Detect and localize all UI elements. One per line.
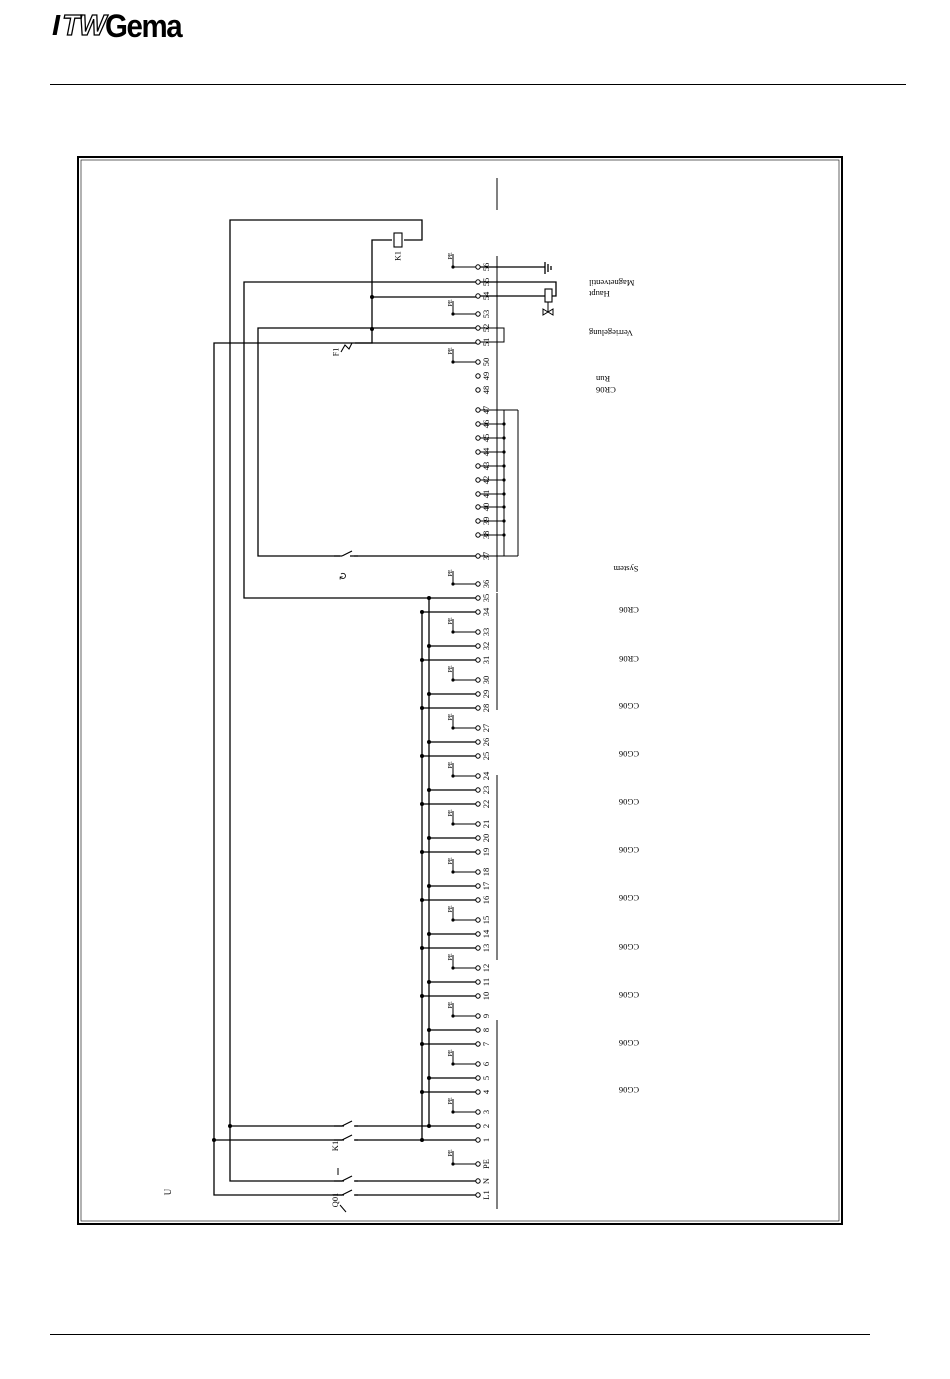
terminal-circle [476,994,480,998]
contact-blade [342,551,352,556]
junction [427,644,431,648]
pe-node [451,870,454,873]
f1-fuse-symbol [341,343,352,352]
f1-label: F1 [331,347,341,357]
terminal-circle [476,658,480,662]
terminal-circle [476,740,480,744]
terminal-label: 11 [481,977,491,987]
terminal-circle [476,294,480,298]
pe-label: PE [448,617,454,625]
group-label-cg06-8: CG06 [618,749,640,759]
pe-node [451,726,454,729]
bridge-node [502,422,505,425]
terminal-circle [476,312,480,316]
terminal-label: 37 [481,551,491,561]
group-label-system: System [613,564,639,574]
junction [420,658,424,662]
terminal-circle [476,464,480,468]
bridge-node [502,492,505,495]
junction [420,850,424,854]
wire-fuse [355,329,372,343]
pe-label: PE [448,569,454,577]
terminal-circle [476,519,480,523]
terminal-label: 22 [481,799,491,809]
terminal-circle [476,678,480,682]
pe-label: PE [448,1149,454,1157]
terminal-label: 5 [481,1075,491,1081]
junction [420,994,424,998]
terminal-circle [476,340,480,344]
terminal-circle [476,870,480,874]
group-label-cg06-4: CG06 [618,942,640,952]
bridge-node [502,450,505,453]
junction [427,788,431,792]
terminal-label: 41 [481,489,491,499]
group-label-cr06-run-line: Run [596,374,611,384]
terminal-label: 10 [481,991,491,1001]
terminal-circle [476,1014,480,1018]
terminal-label: 40 [481,502,491,512]
k1-contact-label: K1 [330,1140,340,1152]
terminal-circle [476,374,480,378]
terminal-label: 2 [481,1123,491,1129]
pe-node [451,1014,454,1017]
junction [427,1076,431,1080]
terminal-label: 48 [481,385,491,395]
terminal-label: 7 [481,1041,491,1047]
group-label-cg06-2: CG06 [618,1038,640,1048]
pe-node [451,582,454,585]
terminal-label: 47 [481,405,491,415]
terminal-label: 46 [481,419,491,429]
junction [420,946,424,950]
terminal-circle [476,436,480,440]
pe-node [451,265,454,268]
terminal-circle [476,533,480,537]
contact-blade [342,1176,352,1181]
terminal-label: 39 [481,516,491,526]
terminal-label: 36 [481,579,491,589]
bridge-node [502,464,505,467]
terminal-circle [476,884,480,888]
terminal-circle [476,422,480,426]
wire-35-55 [244,282,476,598]
terminal-circle [476,388,480,392]
terminal-label: 44 [481,447,491,457]
terminal-label: 29 [481,689,491,699]
k1-coil [394,233,402,247]
group-label-cr06-run [595,374,616,395]
terminal-label: 16 [481,895,491,905]
junction [427,740,431,744]
terminal-label: 26 [481,737,491,747]
terminal-label: 32 [481,641,491,651]
terminal-circle [476,596,480,600]
terminal-circle [476,1162,480,1166]
contact-blade [342,1190,352,1195]
terminal-circle [476,946,480,950]
q01-label: Q01 [330,1192,340,1208]
phase-mark: U [163,1188,173,1196]
group-label-cg06-3: CG06 [618,990,640,1000]
pe-label: PE [448,347,454,355]
terminal-label: 1 [481,1137,491,1143]
group-label-verriegelung-line: Verriegelung [589,328,633,338]
pe-node [451,1110,454,1113]
pe-node [451,360,454,363]
terminal-circle [476,1062,480,1066]
terminal-label: 49 [481,371,491,381]
valve-coil [545,289,552,302]
group-label-cg06-6: CG06 [618,845,640,855]
terminal-circle [476,360,480,364]
junction [420,754,424,758]
bridge-node [502,436,505,439]
terminal-label: 24 [481,771,491,781]
terminal-circle [476,408,480,412]
terminal-label: 12 [481,963,491,973]
terminal-circle [476,692,480,696]
pe-node [451,678,454,681]
terminal-label: 14 [481,929,491,939]
group-label-cg06-7: CG06 [618,797,640,807]
junction [228,1124,232,1128]
pe-label: PE [448,299,454,307]
junction [212,1138,216,1142]
junction [427,980,431,984]
junction [420,802,424,806]
pe-label: PE [448,761,454,769]
k1-coil-label: K1 [393,251,403,261]
terminal-label: 27 [481,723,491,733]
terminal-label: N [481,1177,491,1185]
pe-node [451,774,454,777]
terminal-label: 51 [481,337,491,347]
terminal-circle [476,610,480,614]
group-label-haupt-magnetventil [588,278,634,299]
terminal-label: 23 [481,785,491,795]
terminal-circle [476,478,480,482]
junction [420,1042,424,1046]
terminal-circle [476,1138,480,1142]
logo-itw: TW [62,9,106,42]
bridge-node [502,519,505,522]
terminal-circle [476,788,480,792]
terminal-label: 20 [481,833,491,843]
pe-label: PE [448,1001,454,1009]
group-label-haupt-magnetventil-line: Magnetventil [589,278,635,288]
terminal-label: 3 [481,1109,491,1115]
bridge-node [502,478,505,481]
contact-blade [342,1121,352,1126]
terminal-circle [476,554,480,558]
group-label-cr06-2: CR06 [619,605,639,615]
terminal-circle [476,1179,480,1183]
terminal-circle [476,265,480,269]
terminal-circle [476,505,480,509]
terminal-circle [476,326,480,330]
wire-n [230,220,422,1181]
terminal-circle [476,1124,480,1128]
terminal-label: 43 [481,461,491,471]
junction [420,1090,424,1094]
terminal-circle [476,774,480,778]
junction [420,610,424,614]
pe-node [451,1062,454,1065]
logo-gema: Gema [105,7,182,44]
group-label-cg06-9: CG06 [618,701,640,711]
terminal-circle [476,1110,480,1114]
terminal-circle [476,1090,480,1094]
terminal-label: PE [481,1159,491,1169]
junction [427,1124,431,1128]
terminal-circle [476,492,480,496]
terminal-label: 28 [481,703,491,713]
terminal-circle [476,980,480,984]
group-labels [588,278,639,1095]
pe-node [451,630,454,633]
group-label-verriegelung [588,328,633,338]
pe-label: PE [448,809,454,817]
terminal-circle [476,450,480,454]
junction [420,1138,424,1142]
terminal-label: 18 [481,867,491,877]
group-label-cg06-1: CG06 [618,1085,640,1095]
terminal-circle [476,582,480,586]
terminal-circle [476,726,480,730]
group-label-cr06-run-line: CR06 [596,385,616,395]
pe-label: PE [448,1097,454,1105]
terminal-label: 45 [481,433,491,443]
pe-node [451,918,454,921]
junction [427,836,431,840]
terminal-label: 55 [481,277,491,287]
terminal-label: 19 [481,847,491,857]
terminal-circle [476,802,480,806]
components [163,233,553,1212]
terminal-circle [476,644,480,648]
terminal-label: 17 [481,881,491,891]
pe-node [451,822,454,825]
pe-label: PE [448,252,454,260]
wire-l1 [214,343,476,1195]
terminal-label: 56 [481,262,491,272]
junction [427,884,431,888]
terminal-label: 35 [481,593,491,603]
terminal-label: 54 [481,291,491,301]
terminal-label: 50 [481,357,491,367]
pe-label: PE [448,665,454,673]
group-label-cr06-1: CR06 [619,654,639,664]
terminal-circle [476,932,480,936]
bridge-node [502,533,505,536]
wires [212,220,556,1195]
pe-node [451,312,454,315]
bridge-node [502,505,505,508]
terminal-label: 30 [481,675,491,685]
junction [427,932,431,936]
terminal-label: 6 [481,1061,491,1067]
junction [370,295,374,299]
group-label-haupt-magnetventil-line: Haupt [589,289,610,299]
terminal-label: 4 [481,1089,491,1095]
pe-label: PE [448,1049,454,1057]
junction [420,706,424,710]
terminal-circle [476,836,480,840]
terminal-label: L1 [481,1190,491,1200]
terminal-circle [476,822,480,826]
terminal-circle [476,630,480,634]
contact-blade [342,1135,352,1140]
terminal-circle [476,850,480,854]
terminal-label: 53 [481,309,491,319]
terminal-label: 42 [481,475,491,485]
pe-label: PE [448,905,454,913]
rotation-icon: ↻ [338,571,350,581]
terminal-label: 52 [481,323,491,333]
terminal-label: 34 [481,607,491,617]
terminal-circle [476,966,480,970]
terminal-label: 31 [481,655,491,665]
logo-itw-prefix: I [52,9,61,42]
junction [427,1028,431,1032]
terminal-circle [476,918,480,922]
terminal-circle [476,1028,480,1032]
terminal-circle [476,1193,480,1197]
terminal-label: 15 [481,915,491,925]
terminal-label: 21 [481,819,491,829]
junction [427,692,431,696]
pe-label: PE [448,953,454,961]
pe-node [451,1162,454,1165]
terminal-label: 9 [481,1013,491,1019]
terminal-label: 8 [481,1027,491,1033]
terminal-label: 25 [481,751,491,761]
terminal-circle [476,754,480,758]
wire-37-52 [258,328,476,556]
terminal-circle [476,706,480,710]
terminal-label: 13 [481,943,491,953]
junction [420,898,424,902]
terminal-circle [476,280,480,284]
wire-k1-coil [372,240,392,329]
footer-rule [50,1334,870,1335]
pe-label: PE [448,857,454,865]
terminal-circle [476,1076,480,1080]
switch-handle [340,1205,346,1212]
terminal-circle [476,1042,480,1046]
group-label-cg06-5: CG06 [618,893,640,903]
terminal-label: 33 [481,627,491,637]
pe-node [451,966,454,969]
pe-label: PE [448,713,454,721]
terminal-label: 38 [481,530,491,540]
terminal-circle [476,898,480,902]
